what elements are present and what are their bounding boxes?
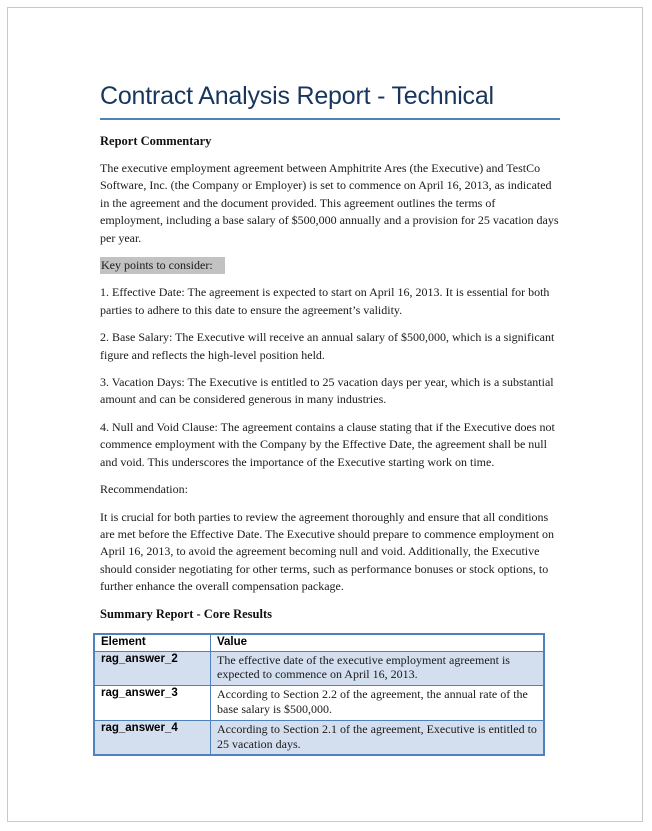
element-cell: rag_answer_3 — [94, 686, 211, 721]
commentary-paragraph: The executive employment agreement between Amphitrite Ares (the Executive) and TestCo Software, Inc. (the Company or Employer) is set to commence on April 16, 2013, as indicated in the agreement and the document provided. This agreement outlines the terms of employment, including a base salary of $500,000 annually and a provision for 25 vacation days per year. — [100, 161, 559, 245]
recommendation-paragraph: It is crucial for both parties to review the agreement thoroughly and ensure that all conditions are met before the Effective Date. The Executive should prepare to commence employment on April 16, 2013, to avoid the agreement becoming null and void. Additionally, the Executive should consider negotiating for other terms, such as performance bonuses or stock options, to further enhance the overall compensation package. — [100, 509, 555, 594]
table-row — [94, 651, 544, 686]
value-cell: According to Section 2.1 of the agreement, Executive is entitled to 25 vacation days. — [211, 720, 545, 755]
summary-table-header-row — [94, 634, 544, 652]
summary-table — [93, 633, 545, 757]
column-header-element: Element — [94, 634, 211, 652]
recommendation-label: Recommendation: — [100, 482, 188, 497]
key-point-3: 3. Vacation Days: The Executive is entitled to 25 vacation days per year, which is a substantial amount and can be considered generous in many industries. — [100, 375, 554, 407]
key-point-4: 4. Null and Void Clause: The agreement contains a clause stating that if the Executive does not commence employment with the Company by the Effective Date, the agreement shall be null and void. This underscores the importance of the Executive starting work on time. — [100, 419, 555, 469]
value-cell: According to Section 2.2 of the agreement, the annual rate of the base salary is $500,000. — [211, 686, 545, 721]
table-row — [94, 686, 544, 721]
document-title: Contract Analysis Report - Technical — [100, 81, 560, 120]
summary-heading: Summary Report - Core Results — [100, 606, 272, 621]
document-content — [100, 81, 560, 756]
value-cell: The effective date of the executive employment agreement is expected to commence on April 16, 2013. — [211, 651, 545, 686]
table-row — [94, 720, 544, 755]
key-points-line — [100, 257, 560, 274]
commentary-heading: Report Commentary — [100, 134, 212, 148]
document-page — [7, 7, 643, 822]
key-point-2: 2. Base Salary: The Executive will receive an annual salary of $500,000, which is a significant figure and reflects the high-level position held. — [100, 330, 555, 362]
element-cell: rag_answer_4 — [94, 720, 211, 755]
element-cell: rag_answer_2 — [94, 651, 211, 686]
key-point-1: 1. Effective Date: The agreement is expected to start on April 16, 2013. It is essential for both parties to adhere to this date to ensure the agreement’s validity. — [100, 285, 550, 317]
column-header-value: Value — [211, 634, 545, 652]
key-points-highlight: Key points to consider: — [100, 257, 225, 274]
